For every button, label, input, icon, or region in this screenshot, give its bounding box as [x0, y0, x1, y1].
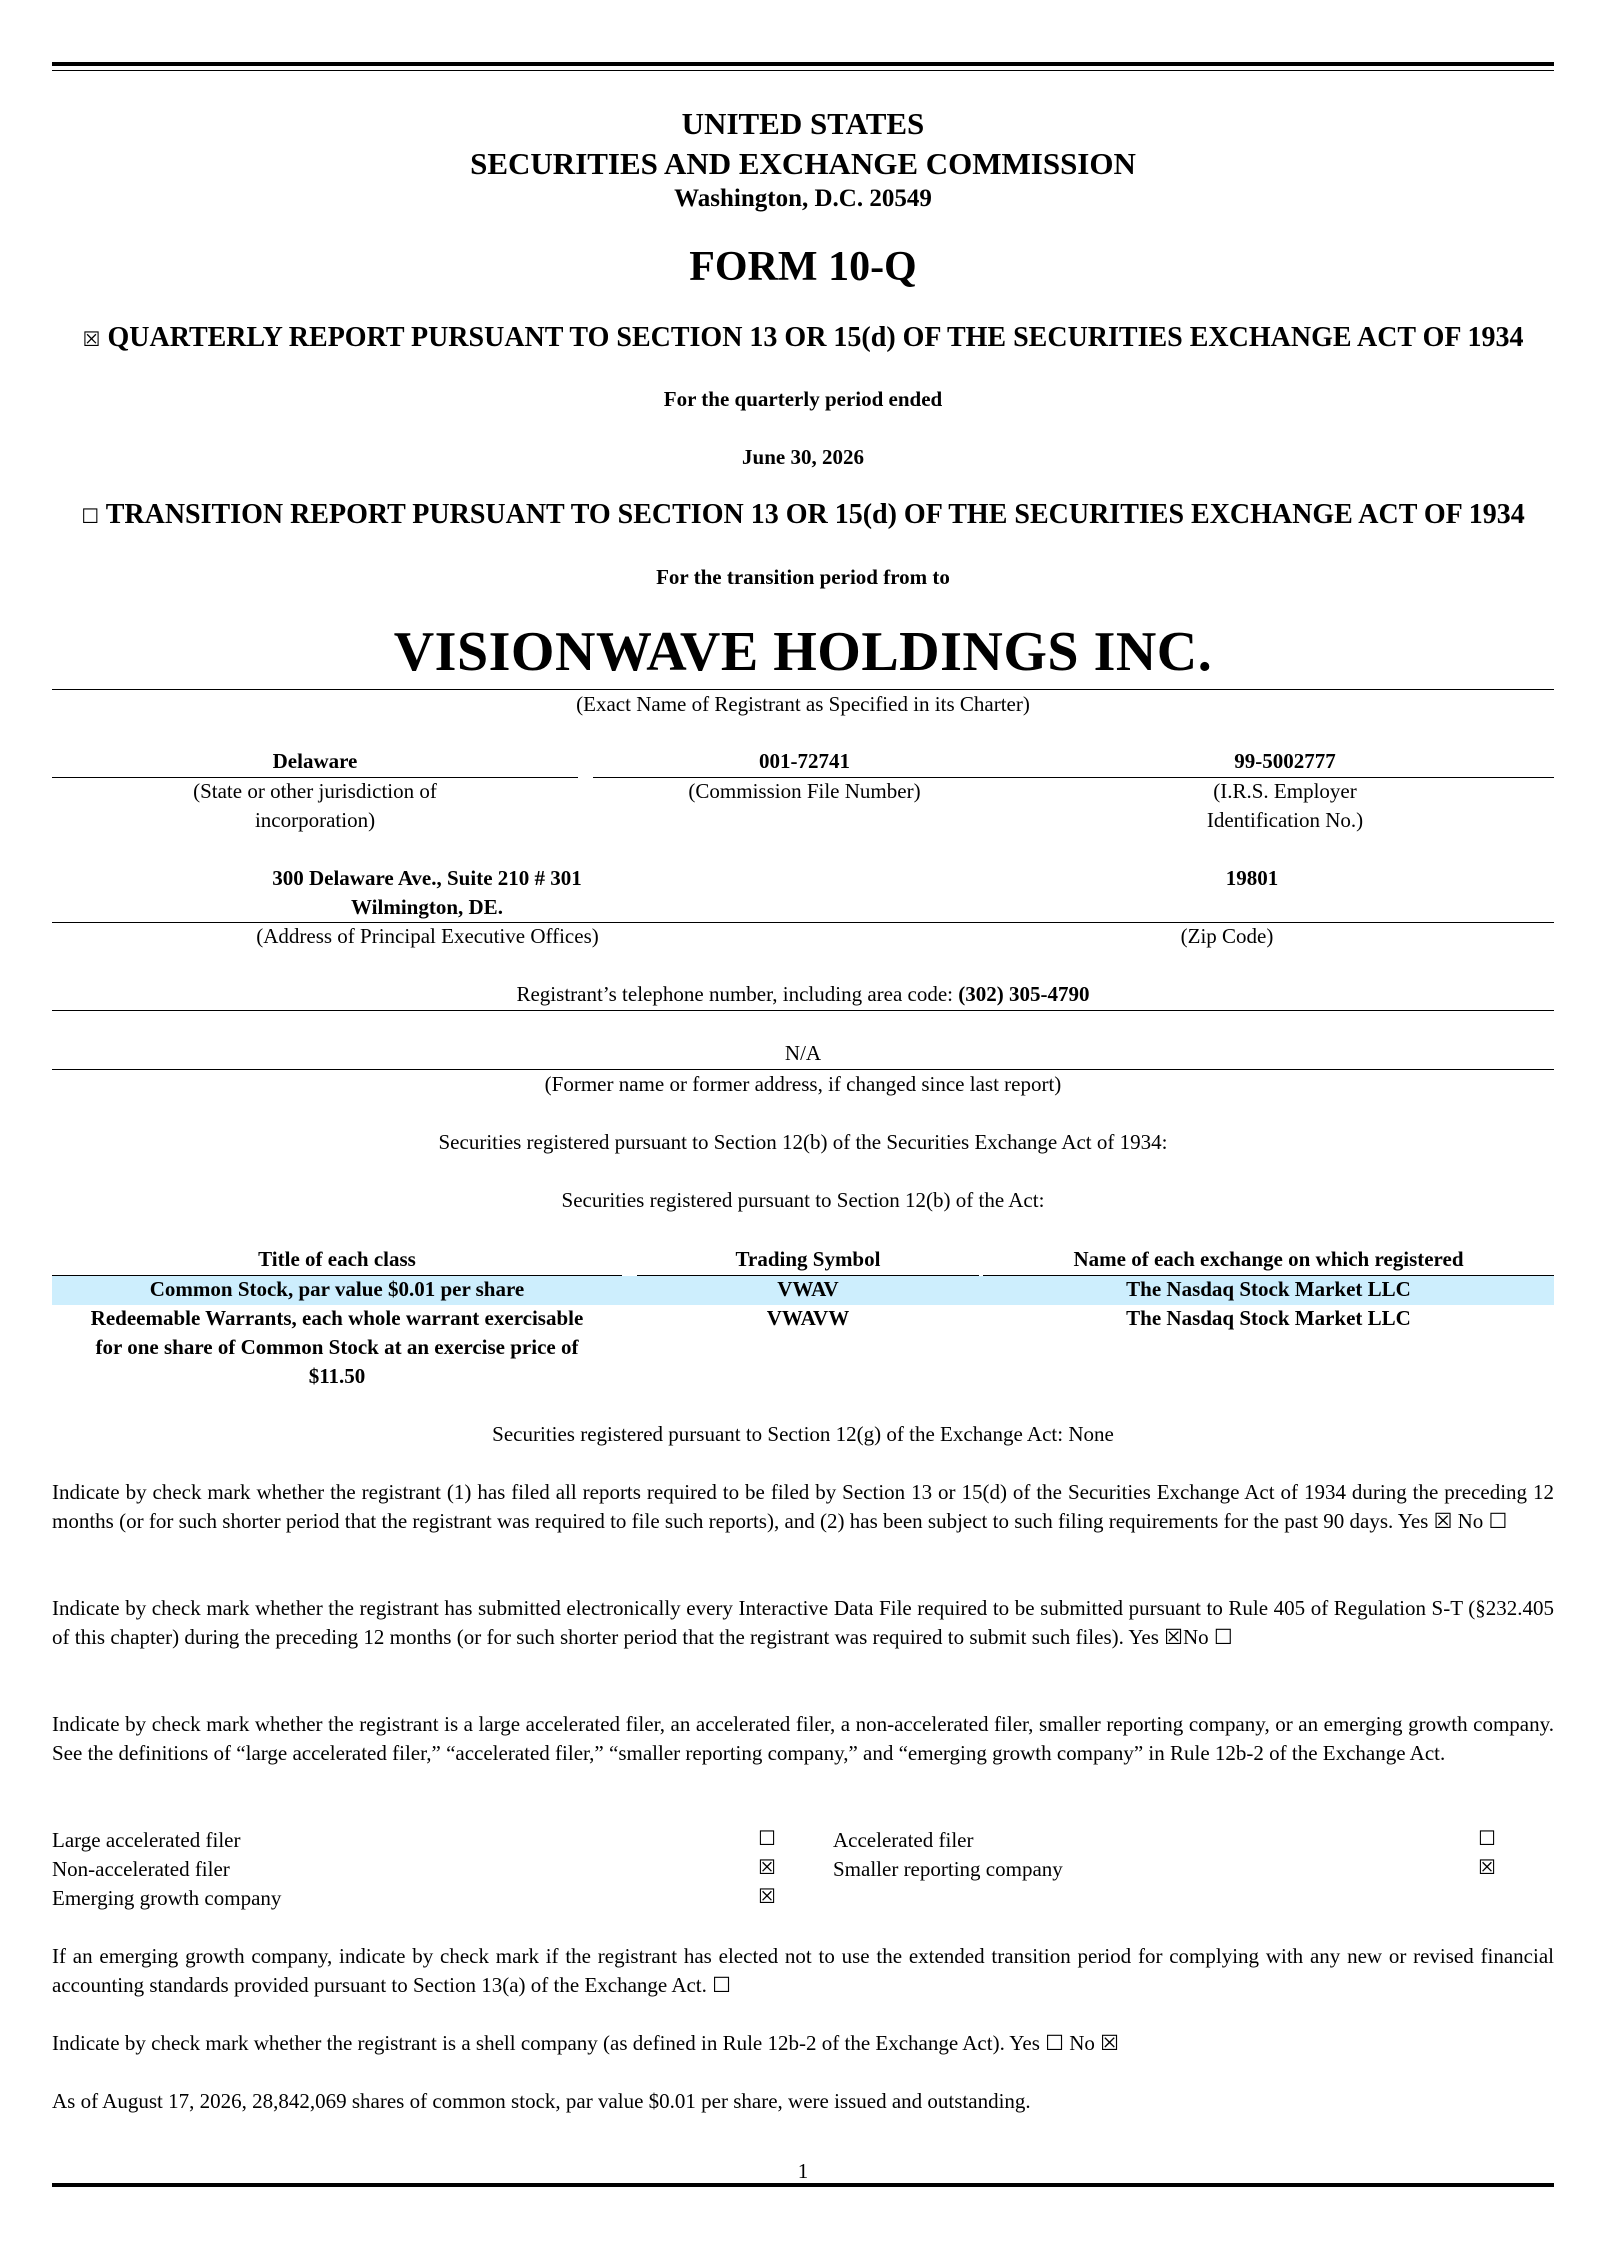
page-number: 1 — [797, 2159, 809, 2183]
securities-12b-1934-intro: Securities registered pursuant to Section 12(b) of the Securities Exchange Act of 1934: — [438, 1130, 1168, 1154]
large-accelerated-checkbox: ☐ — [758, 1826, 776, 1850]
table-row-exchange: The Nasdaq Stock Market LLC — [1126, 1277, 1411, 1301]
ein-caption — [1016, 777, 1554, 835]
non-accelerated-checkbox: ☒ — [758, 1855, 776, 1879]
state-caption-line-1: (State or other jurisdiction of — [193, 779, 437, 803]
telephone-rule — [52, 1010, 1554, 1011]
location-heading: Washington, D.C. 20549 — [674, 185, 932, 212]
ein-caption-line-1: (I.R.S. Employer — [1213, 779, 1357, 803]
telephone-label: Registrant’s telephone number, including area code: — [516, 982, 954, 1006]
quarterly-period-label: For the quarterly period ended — [663, 387, 943, 411]
table-row-symbol: VWAVW — [766, 1306, 850, 1330]
transition-report-text: TRANSITION REPORT PURSUANT TO SECTION 13 OR 15(d) OF THE SECURITIES EXCHANGE ACT OF 1934 — [105, 499, 1525, 530]
irs-employer-id: 99-5002777 — [1234, 749, 1336, 773]
shell-company-paragraph: Indicate by check mark whether the registrant is a shell company (as defined in Rule 12b-2 of the Exchange Act). Yes ☐ No ☒ — [52, 2031, 1119, 2055]
state-caption — [52, 777, 578, 835]
state-of-incorporation: Delaware — [272, 749, 358, 773]
quarterly-checkbox: ☒ — [82, 327, 101, 351]
telephone-line — [52, 980, 1554, 1009]
commission-file-number: 001-72741 — [759, 749, 850, 773]
filer-type-smaller-reporting: Smaller reporting company — [833, 1857, 1063, 1881]
quarterly-report-text: QUARTERLY REPORT PURSUANT TO SECTION 13 OR 15(d) OF THE SECURITIES EXCHANGE ACT OF 1934 — [107, 322, 1524, 353]
table-row-title — [52, 1304, 622, 1391]
zip-caption: (Zip Code) — [1180, 924, 1274, 948]
filed-reports-paragraph: Indicate by check mark whether the registrant (1) has filed all reports required to be filed by Section 13 or 15(d) of the Securities Exchange Act of 1934 during the preceding 12 months (or for such shorter period that the registrant was required to file such reports), and (2) has been subject to such filing requirements for the past 90 days. Yes ☒ No ☐ — [52, 1480, 1554, 1533]
emerging-growth-checkbox: ☒ — [758, 1884, 776, 1908]
table-row-title: Common Stock, par value $0.01 per share — [149, 1277, 525, 1301]
country-heading: UNITED STATES — [681, 106, 925, 141]
securities-12g-line: Securities registered pursuant to Section 12(g) of the Exchange Act: None — [492, 1422, 1114, 1446]
table-row-exchange: The Nasdaq Stock Market LLC — [1126, 1306, 1411, 1330]
interactive-data-paragraph: Indicate by check mark whether the registrant has submitted electronically every Interactive Data File required to be submitted pursuant to Rule 405 of Regulation S-T (§232.405 of this chapter) during the preceding 12 months (or for such shorter period that the registrant was required to submit such files). Yes ☒No ☐ — [52, 1596, 1554, 1649]
registrant-name: VISIONWAVE HOLDINGS INC. — [393, 621, 1213, 683]
ein-caption-line-2: Identification No.) — [1206, 808, 1364, 832]
filer-type-non-accelerated: Non-accelerated filer — [52, 1857, 230, 1881]
securities-12b-act-intro: Securities registered pursuant to Section 12(b) of the Act: — [561, 1188, 1045, 1212]
filer-type-large-accelerated: Large accelerated filer — [52, 1828, 241, 1852]
table-row-symbol: VWAV — [777, 1277, 839, 1301]
header-exchange-name: Name of each exchange on which registered — [1073, 1247, 1464, 1271]
registrant-name-caption: (Exact Name of Registrant as Specified in its Charter) — [576, 692, 1030, 716]
warrant-title-line-2: for one share of Common Stock at an exercise price of — [95, 1335, 579, 1359]
top-rule — [52, 62, 1554, 71]
filer-type-accelerated: Accelerated filer — [833, 1828, 974, 1852]
filer-status-paragraph: Indicate by check mark whether the registrant is a large accelerated filer, an accelerated filer, a non-accelerated filer, smaller reporting company, or an emerging growth company. See the definitions of “large accelerated filer,” “accelerated filer,” “smaller reporting company,” and “emerging growth company” in Rule 12b-2 of the Exchange Act. — [52, 1712, 1554, 1765]
accelerated-checkbox: ☐ — [1478, 1826, 1496, 1850]
principal-address — [152, 864, 702, 922]
address-line-2: Wilmington, DE. — [351, 895, 503, 919]
bottom-rule — [52, 2183, 1554, 2191]
transition-report-line — [52, 499, 1554, 531]
shares-outstanding-paragraph: As of August 17, 2026, 28,842,069 shares of common stock, par value $0.01 per share, were issued and outstanding. — [52, 2089, 1031, 2113]
quarterly-period-date: June 30, 2026 — [742, 445, 864, 469]
quarterly-report-line — [52, 322, 1554, 354]
former-name: N/A — [784, 1041, 822, 1065]
telephone-number: (302) 305-4790 — [958, 982, 1090, 1006]
emerging-growth-paragraph: If an emerging growth company, indicate by check mark if the registrant has elected not to use the extended transition period for complying with any new or revised financial accounting standards provided pursuant to Section 13(a) of the Exchange Act. ☐ — [52, 1944, 1554, 1997]
header-trading-symbol: Trading Symbol — [735, 1247, 881, 1271]
address-line-1: 300 Delaware Ave., Suite 210 # 301 — [272, 866, 582, 890]
file-number-caption: (Commission File Number) — [688, 779, 921, 803]
transition-period-label: For the transition period from to — [656, 565, 950, 589]
header-title-of-class: Title of each class — [258, 1247, 416, 1271]
transition-checkbox: ☐ — [81, 504, 100, 528]
filer-type-emerging-growth: Emerging growth company — [52, 1886, 282, 1910]
address-caption: (Address of Principal Executive Offices) — [256, 924, 599, 948]
warrant-title-line-1: Redeemable Warrants, each whole warrant exercisable — [90, 1306, 584, 1330]
smaller-reporting-checkbox: ☒ — [1478, 1855, 1496, 1879]
agency-heading: SECURITIES AND EXCHANGE COMMISSION — [470, 146, 1136, 181]
warrant-title-line-3: $11.50 — [308, 1364, 366, 1388]
state-caption-line-2: incorporation) — [254, 808, 376, 832]
form-title: FORM 10-Q — [689, 244, 917, 290]
zip-code: 19801 — [1225, 866, 1279, 890]
former-name-caption: (Former name or former address, if changed since last report) — [544, 1072, 1062, 1096]
